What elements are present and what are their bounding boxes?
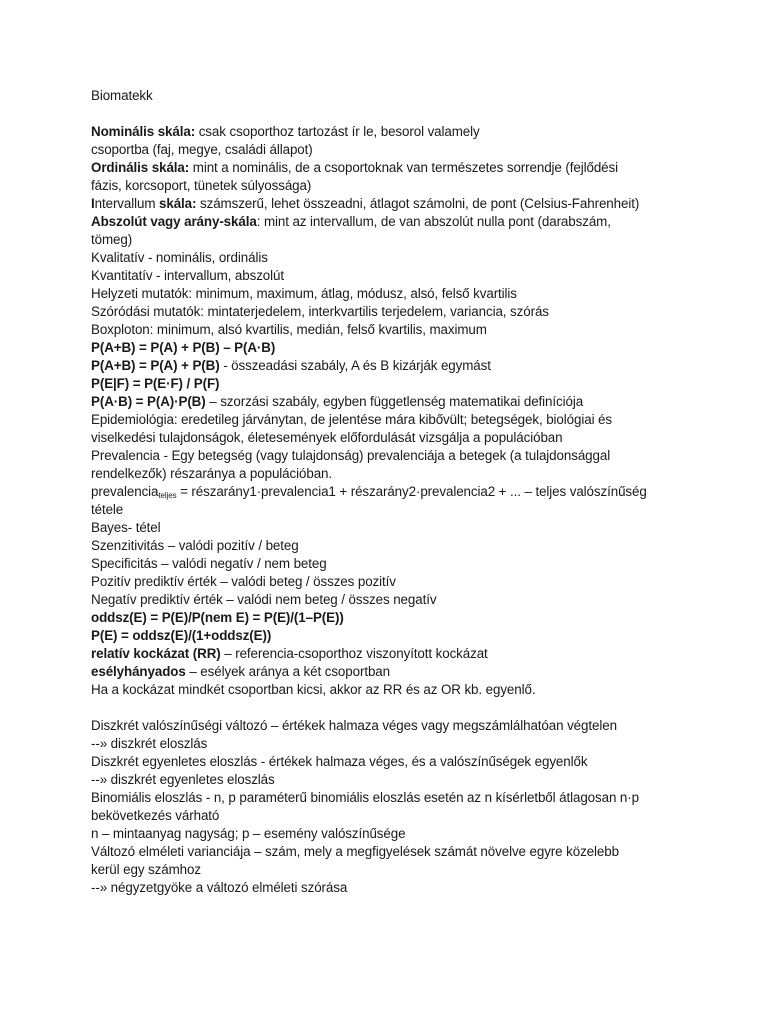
text-line	[91, 303, 751, 321]
text-line	[91, 429, 751, 447]
bold-text: skála:	[159, 196, 197, 211]
plain-text: Pozitív prediktív érték – valódi beteg / összes pozitív	[91, 574, 396, 589]
plain-text: Szenzitivitás – valódi pozitív / beteg	[91, 538, 299, 553]
text-line	[91, 141, 751, 159]
plain-text: Ha a kockázat mindkét csoportban kicsi, akkor az RR és az OR kb. egyenlő.	[91, 682, 536, 697]
bold-text: esélyhányados	[91, 664, 186, 679]
text-line	[91, 195, 751, 213]
text-line	[91, 627, 751, 645]
text-line	[91, 411, 751, 429]
plain-text: tétele	[91, 502, 124, 517]
text-line	[91, 393, 751, 411]
bold-text: relatív kockázat (RR)	[91, 646, 221, 661]
plain-text: Diszkrét egyenletes eloszlás - értékek halmaza véges, és a valószínűségek egyenlők	[91, 754, 588, 769]
plain-text: Negatív prediktív érték – valódi nem beteg / összes negatív	[91, 592, 437, 607]
plain-text: Szóródási mutatók: mintaterjedelem, interkvartilis terjedelem, variancia, szórás	[91, 304, 549, 319]
text-line	[91, 861, 751, 879]
text-line	[91, 591, 751, 609]
text-line	[91, 339, 751, 357]
text-line	[91, 555, 751, 573]
text-line	[91, 285, 751, 303]
bold-text: oddsz(E) = P(E)/P(nem E) = P(E)/(1–P(E))	[91, 610, 344, 625]
plain-text: – referencia-csoporthoz viszonyított kockázat	[220, 646, 488, 661]
bold-text: Ordinális skála:	[91, 160, 190, 175]
plain-text: – esélyek aránya a két csoportban	[185, 664, 390, 679]
plain-text: Bayes- tétel	[91, 520, 161, 535]
text-line	[91, 573, 751, 591]
plain-text: : mint az intervallum, de van abszolút nulla pont (darabszám,	[256, 214, 611, 229]
plain-text: Kvalitatív - nominális, ordinális	[91, 250, 268, 265]
subscript-text: teljes	[158, 491, 177, 500]
text-line	[91, 825, 751, 843]
plain-text: Specificitás – valódi negatív / nem beteg	[91, 556, 327, 571]
text-line	[91, 375, 751, 393]
bold-text: P(A+B) = P(A) + P(B) – P(A·B)	[91, 340, 276, 355]
plain-text: tömeg)	[91, 232, 133, 247]
text-line	[91, 663, 751, 681]
text-line	[91, 879, 751, 897]
plain-text: rendelkezők) részaránya a populációban.	[91, 466, 333, 481]
plain-text: Diszkrét valószínűségi változó – értékek halmaza véges vagy megszámlálhatóan végtelen	[91, 718, 617, 733]
blank-line	[91, 105, 751, 123]
text-line	[91, 213, 751, 231]
text-line	[91, 159, 751, 177]
bold-text: Nominális skála:	[91, 124, 196, 139]
text-line	[91, 537, 751, 555]
plain-text: --» diszkrét egyenletes eloszlás	[91, 772, 275, 787]
bold-text: P(A·B) = P(A)·P(B)	[91, 394, 206, 409]
text-line	[91, 717, 751, 735]
text-line	[91, 231, 751, 249]
text-line	[91, 321, 751, 339]
plain-text: viselkedési tulajdonságok, életesemények előfordulását vizsgálja a populációban	[91, 430, 563, 445]
plain-text: számszerű, lehet összeadni, átlagot számolni, de pont (Celsius-Fahrenheit)	[196, 196, 640, 211]
plain-text: fázis, korcsoport, tünetek súlyossága)	[91, 178, 312, 193]
bold-text: P(E|F) = P(E·F) / P(F)	[91, 376, 220, 391]
plain-text: Változó elméleti varianciája – szám, mely a megfigyelések számát növelve egyre közelebb	[91, 844, 619, 859]
text-line	[91, 357, 751, 375]
bold-text: I	[91, 196, 95, 211]
text-line	[91, 807, 751, 825]
document-title: Biomatekk	[91, 88, 153, 103]
document-body	[91, 87, 751, 897]
plain-text: prevalencia	[91, 484, 159, 499]
plain-text: Boxploton: minimum, alsó kvartilis, medián, felső kvartilis, maximum	[91, 322, 487, 337]
bold-text: Abszolút vagy arány-skála	[91, 214, 257, 229]
plain-text: - összeadási szabály, A és B kizárják egymást	[219, 358, 491, 373]
plain-text: Prevalencia - Egy betegség (vagy tulajdonság) prevalenciája a betegek (a tulajdonsággal	[91, 448, 611, 463]
plain-text: kerül egy számhoz	[91, 862, 201, 877]
text-lines	[91, 123, 751, 897]
text-line	[91, 267, 751, 285]
plain-text: Epidemiológia: eredetileg járványtan, de jelentése mára kibővült; betegségek, biológiai és	[91, 412, 613, 427]
text-line	[91, 771, 751, 789]
text-line	[91, 681, 751, 699]
plain-text: – szorzási szabály, egyben függetlenség matematikai definíciója	[205, 394, 584, 409]
plain-text: Helyzeti mutatók: minimum, maximum, átlag, módusz, alsó, felső kvartilis	[91, 286, 517, 301]
plain-text: n – mintaanyag nagyság; p – esemény valószínűsége	[91, 826, 406, 841]
text-line	[91, 123, 751, 141]
plain-text: bekövetkezés várható	[91, 808, 220, 823]
text-line	[91, 843, 751, 861]
text-line	[91, 753, 751, 771]
text-line	[91, 465, 751, 483]
plain-text: = részarány1·prevalencia1 + részarány2·prevalencia2 + ... – teljes valószínűség	[176, 484, 647, 499]
plain-text: mint a nominális, de a csoportoknak van természetes sorrendje (fejlődési	[189, 160, 618, 175]
bold-text: P(A+B) = P(A) + P(B)	[91, 358, 220, 373]
text-line	[91, 447, 751, 465]
plain-text: csak csoporthoz tartozást ír le, besorol valamely	[195, 124, 480, 139]
plain-text: Binomiális eloszlás - n, p paraméterű binomiális eloszlás esetén az n kísérletből átlagosan n·p	[91, 790, 639, 805]
blank-line	[91, 699, 751, 717]
text-line	[91, 609, 751, 627]
text-line	[91, 735, 751, 753]
plain-text: --» diszkrét eloszlás	[91, 736, 208, 751]
text-line	[91, 519, 751, 537]
plain-text: ntervallum	[94, 196, 160, 211]
plain-text: Kvantitatív - intervallum, abszolút	[91, 268, 284, 283]
plain-text: --» négyzetgyöke a változó elméleti szórása	[91, 880, 348, 895]
plain-text: csoportba (faj, megye, családi állapot)	[91, 142, 313, 157]
text-line	[91, 483, 751, 501]
text-line	[91, 789, 751, 807]
text-line	[91, 177, 751, 195]
bold-text: P(E) = oddsz(E)/(1+oddsz(E))	[91, 628, 272, 643]
text-line	[91, 645, 751, 663]
text-line	[91, 501, 751, 519]
text-line	[91, 249, 751, 267]
